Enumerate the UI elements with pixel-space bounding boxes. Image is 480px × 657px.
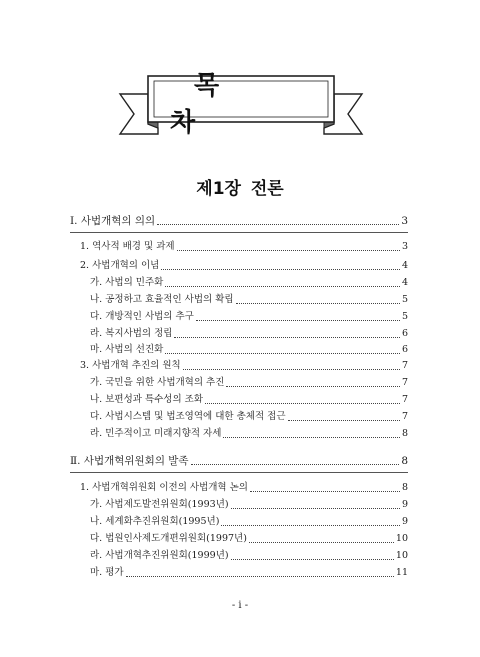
section-divider — [70, 472, 408, 473]
toc-entry-label: 가. 사법제도발전위원회(1993년) — [90, 499, 229, 510]
leader-dots — [288, 419, 400, 421]
toc-entry-label: 마. 평가 — [90, 567, 124, 578]
toc-entry-label: 1. 사법개혁위원회 이전의 사법개혁 논의 — [80, 482, 248, 493]
toc-entry-label: 다. 사법시스템 및 법조영역에 대한 총체적 접근 — [90, 411, 286, 422]
toc-entry[interactable] — [90, 549, 408, 563]
toc-entry-label: 나. 세계화추진위원회(1995년) — [90, 516, 220, 527]
toc-entry[interactable] — [90, 427, 408, 441]
toc-page-number: 7 — [401, 377, 408, 388]
section-divider — [70, 232, 408, 233]
leader-dots — [236, 302, 400, 304]
toc-page-number: 10 — [395, 550, 408, 561]
leader-dots — [157, 223, 399, 225]
toc-page-number: 8 — [401, 455, 408, 467]
toc-entry-label: 가. 사법의 민주화 — [90, 277, 164, 288]
toc-entry-label: 나. 보편성과 특수성의 조화 — [90, 394, 204, 405]
toc-entry[interactable] — [90, 276, 408, 290]
toc-page-number: 7 — [401, 411, 408, 422]
toc-page-number: 6 — [401, 344, 408, 355]
toc-entry-label: 나. 공정하고 효율적인 사법의 확립 — [90, 294, 234, 305]
leader-dots — [231, 558, 394, 560]
toc-page-number: 3 — [401, 215, 408, 227]
toc-page-number: 7 — [401, 360, 408, 371]
toc-entry-label: 1. 역사적 배경 및 과제 — [80, 241, 175, 252]
leader-dots — [231, 507, 400, 509]
toc-page-number: 8 — [401, 482, 408, 493]
leader-dots — [126, 575, 394, 577]
leader-dots — [183, 368, 400, 370]
toc-page-number: 3 — [401, 241, 408, 252]
leader-dots — [191, 463, 400, 465]
toc-page-number: 7 — [401, 394, 408, 405]
toc-entry[interactable] — [90, 498, 408, 512]
toc-page-number: 10 — [395, 533, 408, 544]
chapter-title: 제1장 전론 — [196, 179, 284, 199]
toc-page-number: 4 — [401, 277, 408, 288]
toc-section[interactable] — [70, 454, 408, 468]
toc-entry-label: 라. 복지사법의 정립 — [90, 328, 173, 339]
toc-page-number: 4 — [401, 260, 408, 271]
leader-dots — [174, 336, 399, 338]
toc-entry[interactable] — [90, 327, 408, 341]
toc-entry[interactable] — [90, 410, 408, 424]
toc-page-number: 9 — [401, 499, 408, 510]
toc-entry[interactable] — [80, 259, 408, 273]
toc-page-number: 5 — [401, 311, 408, 322]
leader-dots — [223, 436, 400, 438]
toc-banner — [118, 72, 364, 146]
leader-dots — [196, 319, 400, 321]
leader-dots — [226, 385, 400, 387]
toc-entry[interactable] — [90, 393, 408, 407]
toc-entry[interactable] — [80, 240, 408, 254]
leader-dots — [250, 490, 400, 492]
toc-entry[interactable] — [80, 481, 408, 495]
toc-entry[interactable] — [90, 310, 408, 324]
leader-dots — [165, 352, 400, 354]
toc-entry[interactable] — [90, 532, 408, 546]
toc-entry-label: 라. 민주적이고 미래지향적 자세 — [90, 428, 222, 439]
toc-page-number: 9 — [401, 516, 408, 527]
toc-entry-label: 다. 법원인사제도개편위원회(1997년) — [90, 533, 247, 544]
toc-entry[interactable] — [90, 515, 408, 529]
leader-dots — [205, 402, 400, 404]
toc-page-number: 5 — [401, 294, 408, 305]
leader-dots — [161, 268, 400, 270]
page-footer: - i - — [231, 600, 249, 611]
toc-page-number: 6 — [401, 328, 408, 339]
toc-page-number: 8 — [401, 428, 408, 439]
toc-entry-label: 마. 사법의 선진화 — [90, 344, 164, 355]
toc-entry-label: 3. 사법개혁 추진의 원칙 — [80, 360, 181, 371]
toc-entry[interactable] — [90, 376, 408, 390]
toc-entry-label: 라. 사법개혁추진위원회(1999년) — [90, 550, 229, 561]
toc-title: 목 차 — [170, 71, 244, 138]
leader-dots — [165, 285, 400, 287]
leader-dots — [221, 524, 400, 526]
toc-entry-label: 2. 사법개혁의 이념 — [80, 260, 160, 271]
toc-section-label: Ⅱ. 사법개혁위원회의 발족 — [70, 455, 189, 467]
toc-page-number: 11 — [395, 567, 408, 578]
toc-entry[interactable] — [80, 359, 408, 373]
toc-section-label: Ⅰ. 사법개혁의 의의 — [70, 215, 156, 227]
toc-entry-label: 가. 국민을 위한 사법개혁의 추진 — [90, 377, 225, 388]
toc-entry-label: 다. 개방적인 사법의 추구 — [90, 311, 194, 322]
leader-dots — [249, 541, 394, 543]
toc-entry[interactable] — [90, 293, 408, 307]
toc-entry[interactable] — [90, 343, 408, 357]
toc-entry[interactable] — [90, 566, 408, 580]
leader-dots — [177, 249, 400, 251]
toc-section[interactable] — [70, 214, 408, 228]
